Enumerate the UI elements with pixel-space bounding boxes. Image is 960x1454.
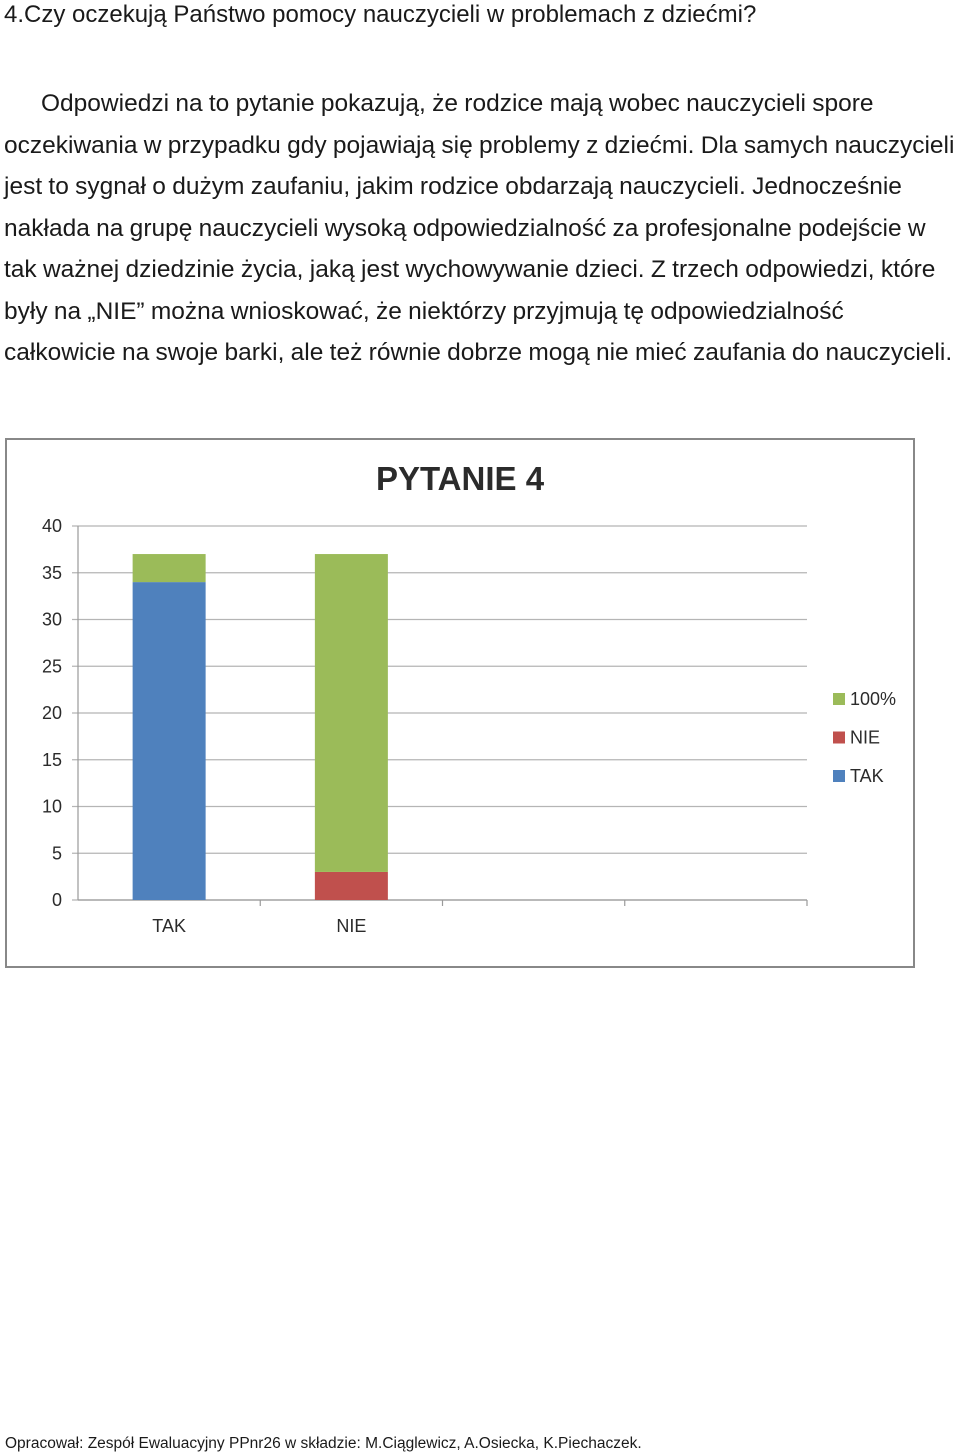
stacked-bar-chart xyxy=(7,440,913,966)
legend-swatch xyxy=(833,732,845,744)
y-tick-label: 0 xyxy=(51,890,62,910)
legend-label: TAK xyxy=(850,766,884,786)
bar-segment-nie xyxy=(315,872,388,900)
bar-segment-100pct xyxy=(133,554,206,582)
legend-label: 100% xyxy=(850,689,897,709)
y-tick-label: 20 xyxy=(41,703,62,723)
legend-swatch xyxy=(833,770,845,782)
legend-swatch xyxy=(833,693,845,705)
question-heading: 4.Czy oczekują Państwo pomocy nauczycieli w problemach z dziećmi? xyxy=(4,1,757,28)
y-tick-label: 25 xyxy=(41,656,62,677)
y-tick-label: 15 xyxy=(41,749,62,770)
commentary-paragraph: Odpowiedzi na to pytanie pokazują, że rodzice mają wobec nauczycieli spore oczekiwania w przypadku gdy pojawiają się problemy z dziećmi. Dla samych nauczycieli jest to sygnał o dużym zaufaniu, jakim rodzice obdarzają nauczycieli. Jednocześnie nakłada na grupę nauczycieli wysoką odpowiedzialność za profesjonalne podejście w tak ważnej dziedzinie życia, jaką jest wychowywanie dzieci. Z trzech odpowiedzi, które były na „NIE” można wnioskować, że niektórzy przyjmują tę odpowiedzialność całkowicie na swoje barki, ale też równie dobrze mogą nie mieć zaufania do nauczycieli. xyxy=(4,90,955,366)
footer-credits: Opracował: Zespół Ewaluacyjny PPnr26 w składzie: M.Ciąglewicz, A.Osiecka, K.Piechaczek. xyxy=(5,1435,642,1452)
y-tick-label: 10 xyxy=(41,796,62,817)
bar-segment-tak xyxy=(133,582,206,900)
x-tick-label: NIE xyxy=(336,916,367,936)
y-tick-label: 30 xyxy=(41,609,62,630)
x-tick-label: TAK xyxy=(152,916,186,936)
bar-segment-100pct xyxy=(315,554,388,872)
chart-title: PYTANIE 4 xyxy=(375,460,545,497)
y-tick-label: 40 xyxy=(41,516,62,536)
chart-frame xyxy=(5,438,915,968)
y-tick-label: 35 xyxy=(41,562,62,583)
legend-label: NIE xyxy=(850,727,881,748)
y-tick-label: 5 xyxy=(51,843,62,864)
